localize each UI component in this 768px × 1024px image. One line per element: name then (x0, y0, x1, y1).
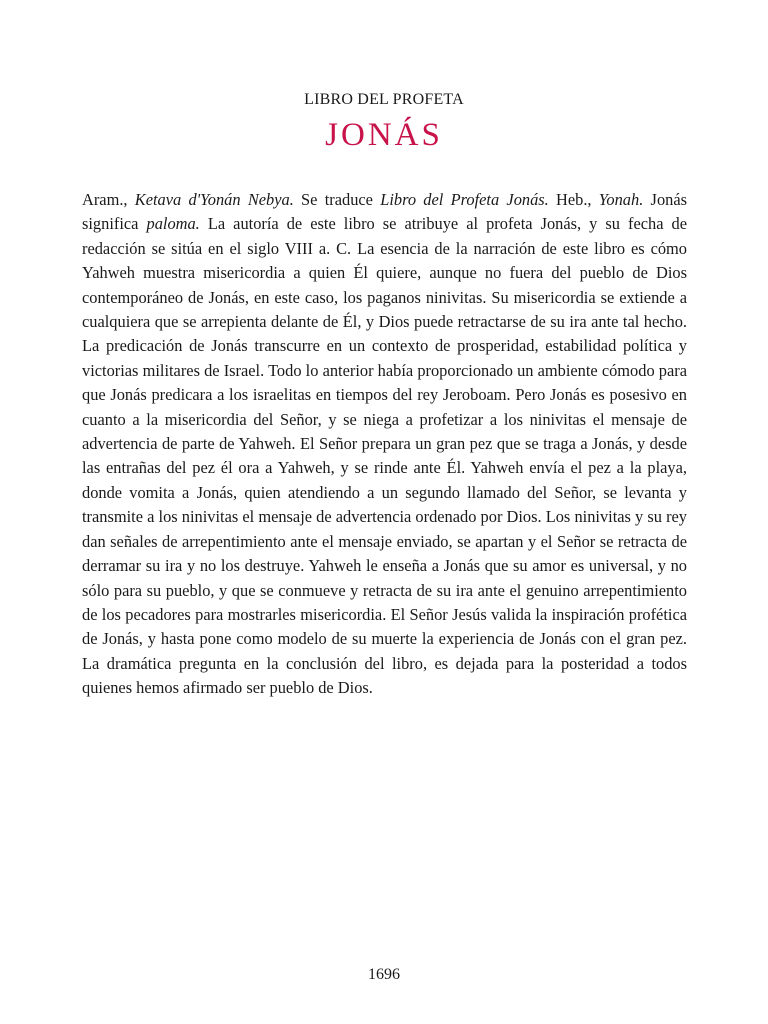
introduction-paragraph (82, 188, 687, 701)
intro-italic-spanish-title: Libro del Profeta Jonás. (380, 190, 549, 209)
intro-italic-aramaic-title: Ketava d'Yonán Nebya. (134, 190, 294, 209)
book-title: JONÁS (325, 117, 443, 153)
page-number: 1696 (368, 966, 400, 983)
intro-italic-meaning: paloma. (146, 214, 200, 234)
intro-italic-hebrew-name: Yonah. (598, 190, 644, 209)
intro-text: Heb., (548, 190, 599, 209)
intro-text: Se traduce (293, 190, 381, 209)
intro-text: Aram., (82, 190, 135, 209)
intro-text: Jonás significa (82, 190, 687, 234)
book-header-label: LIBRO DEL PROFETA (304, 91, 464, 108)
intro-text: La autoría de este libro se atribuye al profeta Jonás, y su fecha de redacción se sitúa en el siglo VIII a. C. La esencia de la narración de este libro es cómo Yahweh muestra misericordia a quien Él quiere, aunque no fuera del pueblo de Dios contemporáneo de Jonás, en este caso, los paganos ninivitas. Su misericordia se extiende a cualquiera que se arrepienta delante de Él, y Dios puede retractarse de su ira ante tal hecho. La predicación de Jonás transcurre en un contexto de prosperidad, estabilidad política y victorias militares de Israel. Todo lo anterior había proporcionado un ambiente cómodo para que Jonás predicara a los israelitas en tiempos del rey Jeroboam. Pero Jonás es posesivo en cuanto a la misericordia del Señor, y se niega a profetizar a los ninivitas el mensaje de advertencia de parte de Yahweh. El Señor prepara un gran pez que se traga a Jonás, y desde las entrañas del pez él ora a Yahweh, y se rinde ante Él. Yahweh envía el pez a la playa, donde vomita a Jonás, quien atendiendo a un segundo llamado del Señor, se levanta y transmite a los ninivitas el mensaje de advertencia ordenado por Dios. Los ninivitas y su rey dan señales de arrepentimiento ante el mensaje enviado, se apartan y el Señor se retracta de derramar su ira y no los destruye. Yahweh le enseña a Jonás que su amor es universal, y no sólo para su pueblo, y que se conmueve y retracta de su ira ante el genuino arrepentimiento de los pecadores para mostrarles misericordia. El Señor Jesús valida la inspiración profética de Jonás, y hasta pone como modelo de su muerte la experiencia de Jonás con el gran pez. La dramática pregunta en la conclusión del libro, es dejada para la posteridad a todos quienes hemos afirmado ser pueblo de Dios. (82, 214, 687, 698)
